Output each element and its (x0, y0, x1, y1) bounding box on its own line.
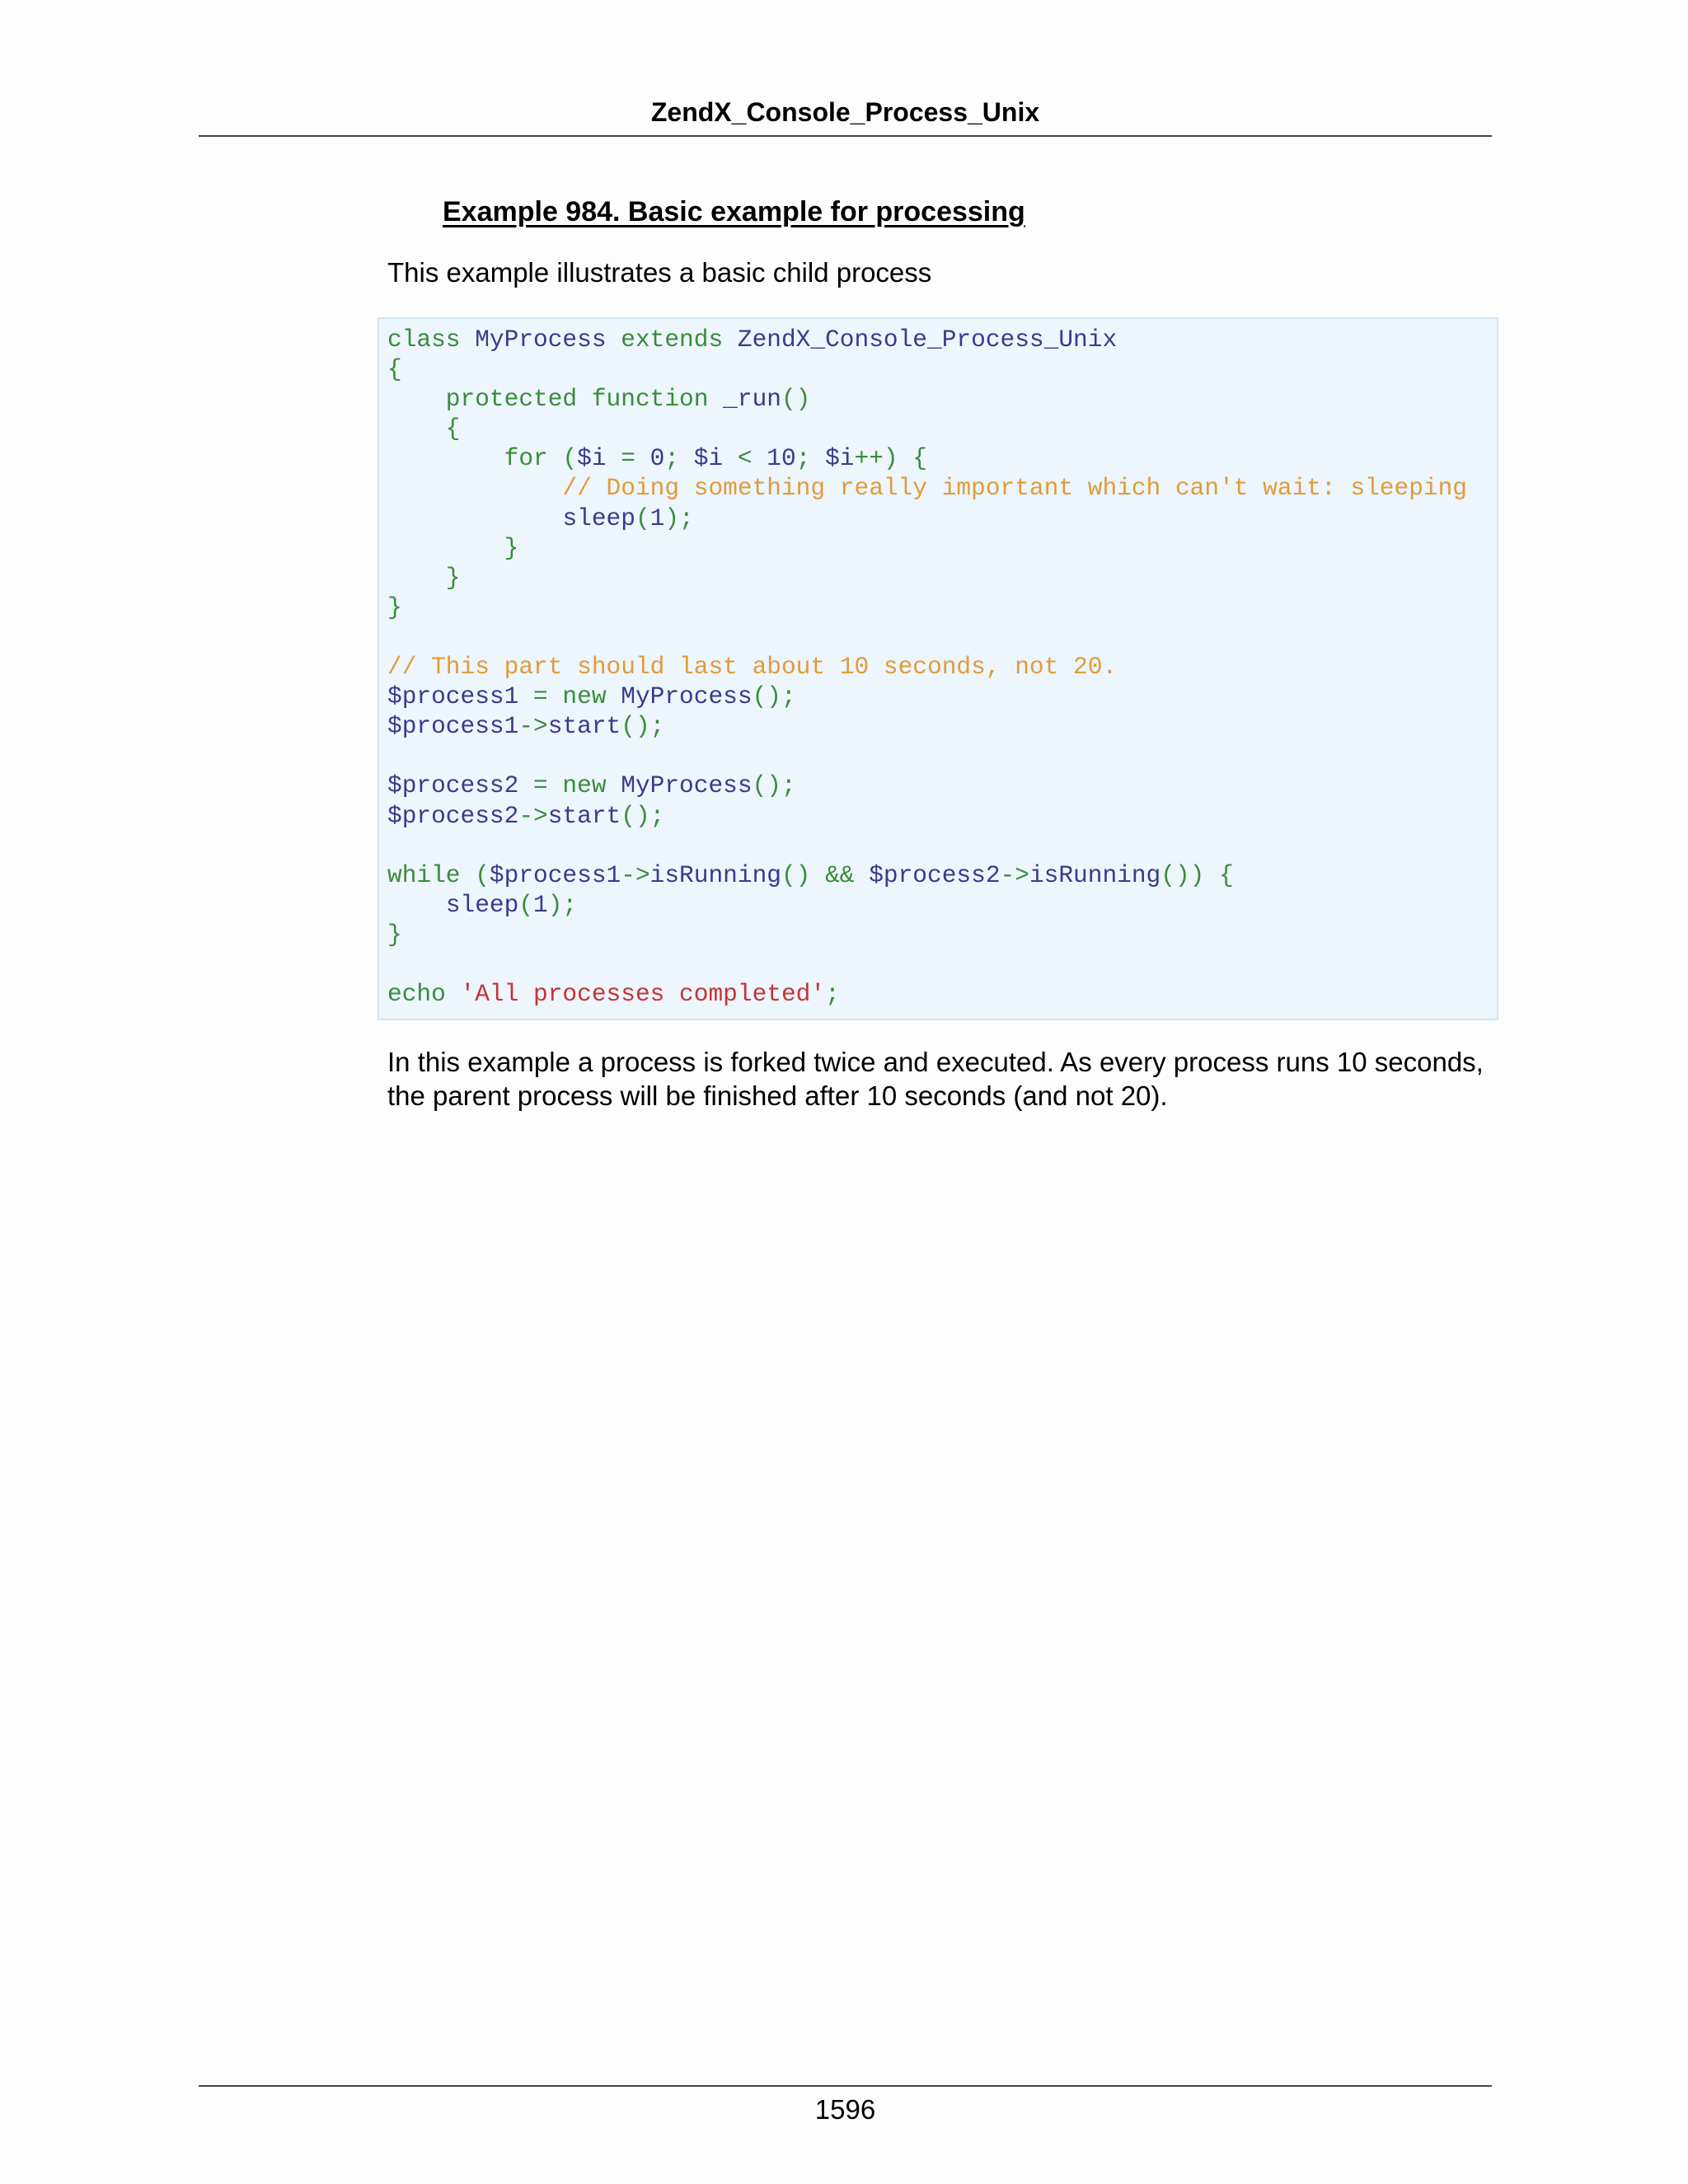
code-token: // This part should last about 10 seconds, not 20. (387, 653, 1118, 682)
code-token: -> (1000, 860, 1029, 889)
code-token: ; (795, 444, 826, 473)
code-token: $i (693, 444, 738, 473)
code-token: < (737, 444, 767, 473)
code-line (387, 533, 1467, 563)
code-token: $i (577, 444, 621, 473)
code-token: { (387, 355, 402, 384)
code-line (387, 414, 1467, 443)
code-line (387, 860, 1467, 890)
code-token: 'All processes completed' (460, 980, 826, 1009)
code-token: ; (664, 444, 694, 473)
code-token: MyProcess (621, 771, 753, 800)
code-token: $process2 (387, 771, 534, 800)
code-token: ( (635, 504, 650, 532)
code-token: start (547, 712, 621, 741)
code-token: $process1 (387, 682, 534, 711)
code-line (387, 741, 1467, 771)
code-token: ()) { (1160, 860, 1234, 889)
code-token: ); (664, 504, 694, 532)
code-token (387, 891, 446, 919)
code-token: while (387, 860, 476, 889)
code-line (387, 443, 1467, 473)
example-title: Example 984. Basic example for processing (443, 196, 1025, 227)
code-line (387, 920, 1467, 949)
code-token: 0 (649, 444, 665, 473)
header-divider (199, 135, 1492, 137)
code-token: $process2 (387, 801, 519, 830)
page-number: 1596 (814, 2094, 876, 2125)
code-line (387, 831, 1467, 860)
code-token: class (387, 326, 476, 354)
code-token: } (387, 563, 461, 592)
code-line (387, 949, 1467, 979)
code-token: $process2 (869, 860, 1001, 889)
code-line (387, 473, 1467, 503)
code-token: { (387, 415, 461, 443)
code-token: start (547, 801, 621, 830)
code-token: ++) { (854, 444, 928, 473)
code-token: = new (533, 771, 621, 800)
code-token: = new (533, 682, 621, 711)
code-token: protected function (387, 385, 724, 414)
code-token: ( (518, 890, 534, 919)
footer-divider (199, 2085, 1492, 2087)
page-header-title: ZendX_Console_Process_Unix (650, 97, 1040, 127)
code-line (387, 979, 1467, 1009)
code-token: for (387, 444, 563, 473)
code-token: MyProcess (621, 682, 753, 711)
code-token (387, 504, 562, 532)
code-line (387, 504, 1467, 533)
code-line (387, 593, 1467, 622)
code-token: sleep (445, 890, 519, 919)
code-line (387, 384, 1467, 414)
code-token: MyProcess (475, 326, 621, 354)
code-token: = (621, 444, 650, 473)
code-token: (); (621, 801, 665, 830)
code-token: -> (518, 801, 548, 830)
code-line (387, 771, 1467, 800)
code-token: (); (752, 682, 796, 711)
code-line (387, 801, 1467, 831)
code-token: echo (387, 980, 461, 1009)
explanation-paragraph: In this example a process is forked twice and executed. As every process runs 10 seconds, the parent process will be finished after 10 seconds (and not 20). (387, 1047, 1484, 1111)
code-token: () && (781, 860, 870, 889)
code-line (387, 711, 1467, 741)
code-block (387, 325, 1467, 1009)
code-token: () (781, 385, 811, 414)
code-token: } (387, 593, 402, 621)
code-token: sleep (562, 504, 635, 532)
code-token: } (387, 920, 402, 949)
code-line (387, 682, 1467, 711)
code-token: (); (621, 712, 665, 741)
code-token: extends (621, 326, 738, 354)
code-token: isRunning (649, 860, 781, 889)
code-token: ( (475, 860, 490, 889)
code-token: -> (518, 712, 548, 741)
code-token: 10 (767, 444, 796, 473)
code-token: 1 (533, 890, 548, 919)
code-token: ); (547, 890, 578, 919)
code-token: $process1 (387, 712, 519, 741)
code-line (387, 325, 1467, 354)
code-token: 1 (649, 504, 665, 532)
code-token: (); (752, 771, 796, 800)
code-token: -> (621, 860, 650, 889)
code-token: } (387, 533, 519, 562)
code-token: // Doing something really important which can't wait: sleeping (387, 474, 1468, 503)
code-token: ZendX_Console_Process_Unix (737, 326, 1118, 354)
code-token: ; (825, 980, 840, 1009)
code-token: $process1 (489, 860, 621, 889)
code-line (387, 354, 1467, 384)
code-line (387, 622, 1467, 652)
code-line (387, 652, 1467, 682)
example-intro: This example illustrates a basic child process (387, 257, 932, 288)
code-token: $i (825, 444, 855, 473)
code-line (387, 890, 1467, 920)
code-token: isRunning (1029, 860, 1161, 889)
code-token: ( (562, 444, 578, 473)
code-token: _run (723, 385, 781, 414)
code-line (387, 563, 1467, 593)
